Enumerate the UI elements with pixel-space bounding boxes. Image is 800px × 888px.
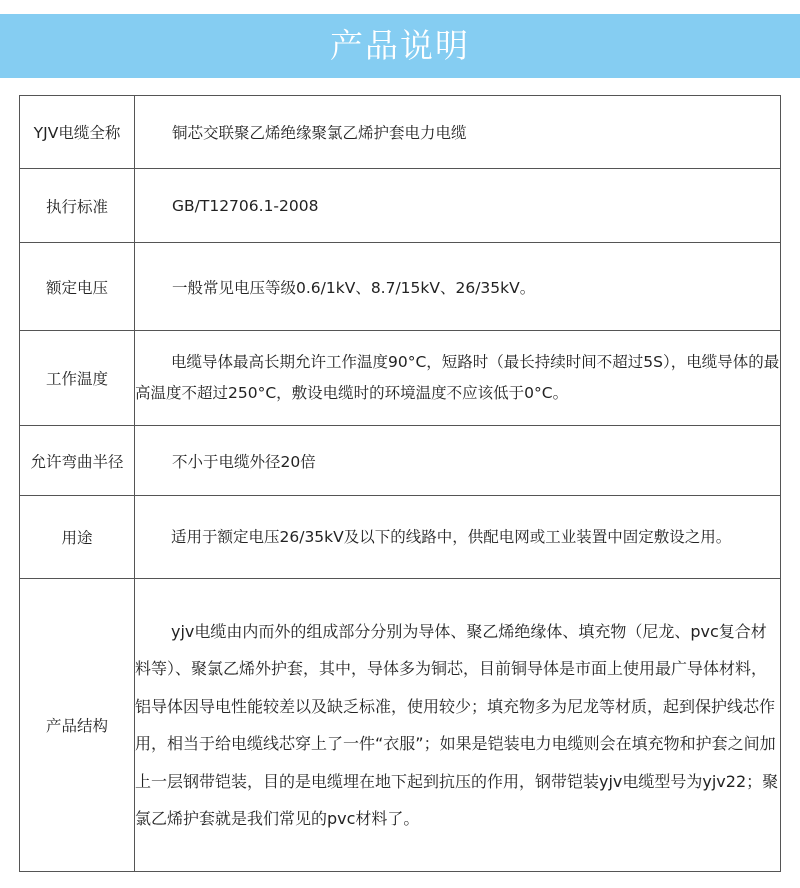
table-row [20,169,781,243]
cell-text: 电缆导体最高长期允许工作温度90°C，短路时（最长持续时间不超过5S），电缆导体的最高温度不超过250°C，敷设电缆时的环境温度不应该低于0°C。 [135,353,780,402]
cell-text: 一般常见电压等级0.6/1kV、8.7/15kV、26/35kV。 [172,278,536,297]
cell-text: 铜芯交联聚乙烯绝缘聚氯乙烯护套电力电缆 [172,124,467,142]
row-label: 产品结构 [20,579,135,872]
row-value [135,496,781,579]
spec-table [19,95,781,872]
row-value [135,243,781,331]
table-row [20,331,781,426]
cell-text: 不小于电缆外径20倍 [172,452,316,471]
row-value [135,169,781,243]
cell-text: 适用于额定电压26/35kV及以下的线路中，供配电网或工业装置中固定敷设之用。 [171,527,732,546]
row-label: 额定电压 [20,243,135,331]
title-banner [0,14,800,78]
table-row [20,96,781,169]
row-value [135,96,781,169]
row-value [135,579,781,872]
page-title: 产品说明 [330,26,470,65]
table-row [20,243,781,331]
row-value [135,426,781,496]
cell-text: yjv电缆由内而外的组成部分分别为导体、聚乙烯绝缘体、填充物（尼龙、pvc复合材料等）、聚氯乙烯外护套，其中，导体多为铜芯，目前铜导体是市面上使用最广导体材料，铝导体因导电性能较差以及缺乏标准，使用较少；填充物多为尼龙等材质，起到保护线芯作用，相当于给电缆线芯穿上了一件“衣服”；如果是铠装电力电缆则会在填充物和护套之间加上一层钢带铠装，目的是电缆埋在地下起到抗压的作用，钢带铠装yjv电缆型号为yjv22；聚氯乙烯护套就是我们常见的pvc材料了。 [135,621,779,828]
cell-text: GB/T12706.1-2008 [172,196,319,215]
table-row [20,579,781,872]
row-label: 执行标准 [20,169,135,243]
table-row [20,496,781,579]
row-label: YJV电缆全称 [20,96,135,169]
table-row [20,426,781,496]
row-label: 用途 [20,496,135,579]
row-label: 工作温度 [20,331,135,426]
row-label: 允许弯曲半径 [20,426,135,496]
row-value [135,331,781,426]
